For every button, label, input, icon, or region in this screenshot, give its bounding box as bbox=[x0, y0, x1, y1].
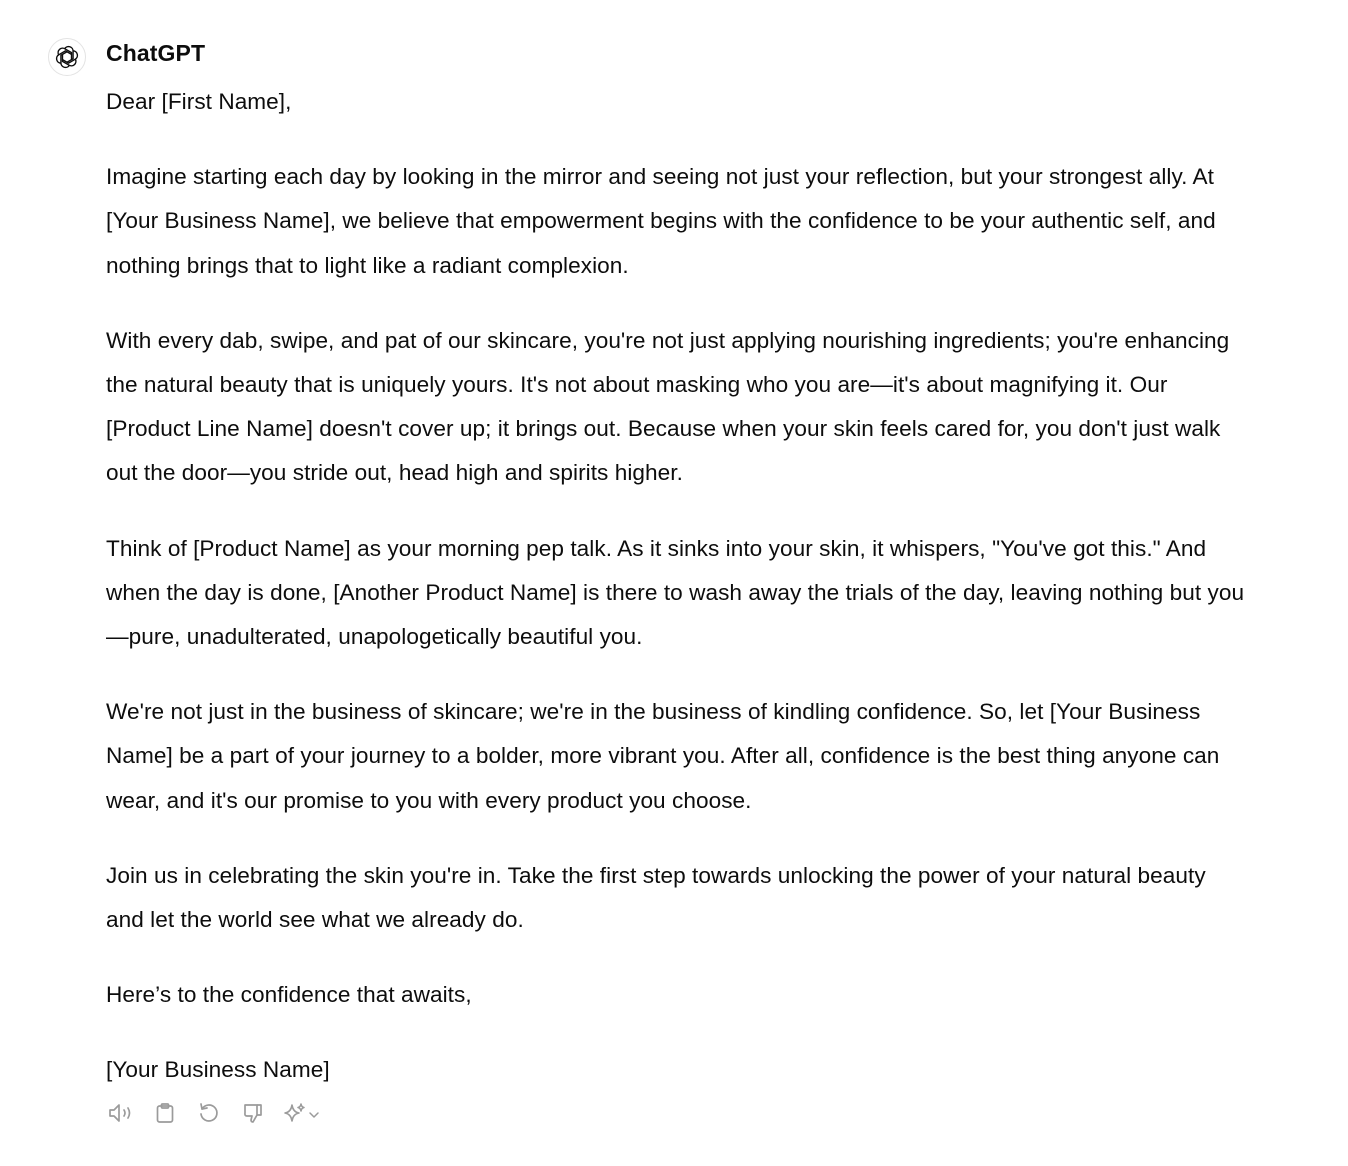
change-model-button[interactable] bbox=[282, 1098, 328, 1128]
body-paragraph: Think of [Product Name] as your morning pep talk. As it sinks into your skin, it whispers, "You've got this." And when the day is done, [Another Product Name] is there to wash away the trials of the day, leaving nothing but you—pure, unadulterated, unapologetically beautiful you. bbox=[106, 535, 1245, 650]
copy-button[interactable] bbox=[150, 1098, 180, 1128]
thumbs-down-button[interactable] bbox=[238, 1098, 268, 1128]
greeting-line: Dear [First Name], bbox=[106, 89, 292, 114]
regenerate-icon bbox=[197, 1101, 221, 1125]
sparkle-icon bbox=[282, 1101, 308, 1125]
regenerate-button[interactable] bbox=[194, 1098, 224, 1128]
chevron-down-icon bbox=[308, 1101, 320, 1125]
body-paragraph: Imagine starting each day by looking in the mirror and seeing not just your reflection, but your strongest ally. At [Your Business Name], we believe that empowerment begins with the confidence to be your authentic self, and nothing brings that to light like a radiant complexion. bbox=[106, 164, 1216, 278]
body-paragraph: With every dab, swipe, and pat of our skincare, you're not just applying nourishing ingredients; you're enhancing the natural beauty that is uniquely yours. It's not about masking who you are—it's about magnifying it. Our [Product Line Name] doesn't cover up; it brings out. Because when your skin feels cared for, you don't just walk out the door—you stride out, head high and spirits higher. bbox=[106, 327, 1230, 486]
read-aloud-button[interactable] bbox=[106, 1098, 136, 1128]
message-content bbox=[106, 80, 1248, 1093]
copy-icon bbox=[153, 1101, 177, 1125]
body-paragraph: We're not just in the business of skincare; we're in the business of kindling confidence. So, let [Your Business Name] be a part of your journey to a bolder, more vibrant you. After all, confidence is the best thing anyone can wear, and it's our promise to you with every product you choose. bbox=[106, 699, 1220, 813]
speaker-icon bbox=[107, 1101, 135, 1125]
thumbs-down-icon bbox=[241, 1101, 265, 1125]
body-paragraph: Join us in celebrating the skin you're in. Take the first step towards unlocking the power of your natural beauty and let the world see what we already do. bbox=[106, 862, 1206, 933]
message-author: ChatGPT bbox=[106, 40, 206, 66]
signature-line: [Your Business Name] bbox=[106, 1057, 330, 1083]
avatar bbox=[48, 38, 86, 76]
openai-logo-icon bbox=[54, 44, 80, 70]
closing-line: Here’s to the confidence that awaits, bbox=[106, 982, 472, 1008]
message-actions bbox=[106, 1098, 342, 1128]
